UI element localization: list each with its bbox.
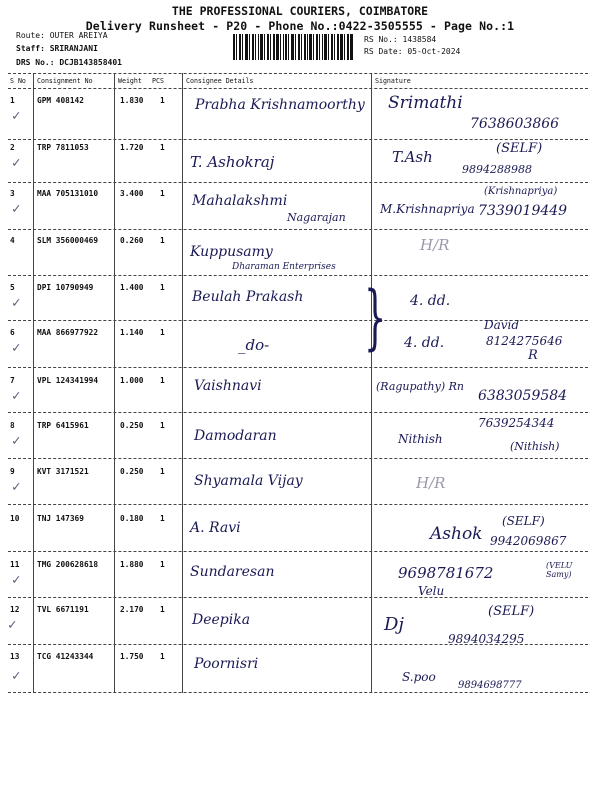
row-consignee: Damodaran bbox=[194, 428, 277, 444]
row-pcs: 1 bbox=[160, 560, 165, 569]
row-signature: T.Ash bbox=[392, 148, 433, 166]
barcode bbox=[233, 34, 353, 60]
check-mark-icon: ✓ bbox=[12, 295, 21, 311]
row-sno: 5 bbox=[10, 283, 15, 292]
row-signature: S.poo bbox=[402, 670, 436, 684]
check-mark-icon: ✓ bbox=[12, 108, 21, 124]
row-sno: 6 bbox=[10, 328, 15, 337]
drs-label: DRS No.: DCJB143858401 bbox=[16, 58, 122, 67]
row-pcs: 1 bbox=[160, 328, 165, 337]
row-pcs: 1 bbox=[160, 236, 165, 245]
row-sno: 4 bbox=[10, 236, 15, 245]
row-consignment-no: TNJ 147369 bbox=[37, 514, 84, 523]
row-rule bbox=[8, 139, 588, 140]
row-consignee: _do- bbox=[238, 336, 270, 354]
route-label: Route: OUTER AREIYA bbox=[16, 31, 108, 40]
row-consignment-no: DPI 10790949 bbox=[37, 283, 94, 292]
row-consignment-no: TVL 6671191 bbox=[37, 605, 89, 614]
col-header-consignment: Consignment No bbox=[37, 77, 93, 85]
row-phone: 9894698777 bbox=[458, 680, 522, 691]
row-signature: Srimathi bbox=[388, 93, 463, 113]
row-consignee: Poornisri bbox=[194, 656, 259, 672]
row-consignee: A. Ravi bbox=[190, 520, 241, 536]
column-divider bbox=[371, 73, 372, 693]
row-pcs: 1 bbox=[160, 514, 165, 523]
row-signature: 4. dd. bbox=[404, 335, 445, 351]
row-consignee: Sundaresan bbox=[190, 564, 275, 580]
row-consignment-no: TRP 7811053 bbox=[37, 143, 89, 152]
row-signature: H/R bbox=[416, 474, 446, 492]
row-phone: 9698781672 bbox=[398, 564, 494, 582]
row-weight: 0.250 bbox=[120, 421, 144, 430]
check-mark-icon: ✓ bbox=[12, 340, 21, 356]
check-mark-icon: ✓ bbox=[12, 201, 21, 217]
check-mark-icon: ✓ bbox=[8, 617, 17, 633]
row-note: (Nithish) bbox=[510, 440, 560, 453]
company-title: THE PROFESSIONAL COURIERS, COIMBATORE bbox=[171, 4, 429, 18]
row-sno: 12 bbox=[10, 605, 20, 614]
check-mark-icon: ✓ bbox=[12, 479, 21, 495]
row-weight: 0.180 bbox=[120, 514, 144, 523]
rs-number: RS No.: 1438584 bbox=[364, 35, 437, 44]
staff-label: Staff: SRIRANJANI bbox=[16, 44, 98, 53]
row-phone: 6383059584 bbox=[478, 388, 568, 404]
check-mark-icon: ✓ bbox=[12, 155, 21, 171]
row-phone: 7639254344 bbox=[478, 416, 555, 430]
row-consignee: T. Ashokraj bbox=[190, 153, 275, 171]
row-consignment-no: TRP 6415961 bbox=[37, 421, 89, 430]
row-phone: 7638603866 bbox=[470, 116, 560, 132]
row-sno: 11 bbox=[10, 560, 20, 569]
row-consignee: Mahalakshmi bbox=[192, 193, 288, 209]
row-rule bbox=[8, 275, 588, 276]
row-phone: 9894288988 bbox=[462, 163, 532, 176]
col-header-sno: S No bbox=[10, 77, 26, 85]
row-phone: 9942069867 bbox=[490, 534, 567, 548]
row-consignment-no: TCG 41243344 bbox=[37, 652, 94, 661]
row-weight: 0.260 bbox=[120, 236, 144, 245]
col-header-pcs: PCS bbox=[152, 77, 164, 85]
row-consignee: Deepika bbox=[192, 612, 251, 628]
row-rule bbox=[8, 229, 588, 230]
row-sno: 13 bbox=[10, 652, 20, 661]
row-rule bbox=[8, 551, 588, 552]
row-consignee: Shyamala Vijay bbox=[194, 473, 303, 489]
check-mark-icon: ✓ bbox=[12, 572, 21, 588]
row-signature: Dj bbox=[384, 614, 405, 635]
row-weight: 1.400 bbox=[120, 283, 144, 292]
row-weight: 1.000 bbox=[120, 376, 144, 385]
col-header-signature: Signature bbox=[375, 77, 411, 85]
row-consignment-no: MAA 866977922 bbox=[37, 328, 99, 337]
row-consignee: Kuppusamy bbox=[190, 244, 273, 260]
row-signature: Nithish bbox=[398, 432, 443, 446]
row-pcs: 1 bbox=[160, 189, 165, 198]
row-sno: 1 bbox=[10, 96, 15, 105]
check-mark-icon: ✓ bbox=[12, 668, 21, 684]
row-note: (SELF) bbox=[496, 141, 543, 156]
row-phone: 7339019449 bbox=[478, 203, 568, 219]
check-mark-icon: ✓ bbox=[12, 433, 21, 449]
row-note-secondary: R bbox=[528, 348, 538, 363]
row-weight: 1.880 bbox=[120, 560, 144, 569]
row-consignee-line2: Nagarajan bbox=[287, 211, 346, 224]
row-pcs: 1 bbox=[160, 467, 165, 476]
col-header-consignee: Consignee Details bbox=[186, 77, 254, 85]
row-consignment-no: VPL 124341994 bbox=[37, 376, 99, 385]
row-note: (VELU Samy) bbox=[546, 561, 573, 579]
row-consignee: Beulah Prakash bbox=[192, 289, 304, 305]
row-weight: 2.170 bbox=[120, 605, 144, 614]
row-rule bbox=[8, 412, 588, 413]
row-phone: 9894034295 bbox=[448, 632, 525, 646]
row-pcs: 1 bbox=[160, 143, 165, 152]
row-pcs: 1 bbox=[160, 96, 165, 105]
row-weight: 1.140 bbox=[120, 328, 144, 337]
row-weight: 1.830 bbox=[120, 96, 144, 105]
row-consignment-no: MAA 705131010 bbox=[37, 189, 99, 198]
row-consignment-no: GPM 408142 bbox=[37, 96, 84, 105]
row-rule bbox=[8, 367, 588, 368]
same-address-brace: } bbox=[364, 276, 387, 358]
row-note: David bbox=[484, 318, 520, 332]
check-mark-icon: ✓ bbox=[12, 388, 21, 404]
row-pcs: 1 bbox=[160, 421, 165, 430]
row-signature: (Ragupathy) Rn bbox=[376, 380, 464, 393]
row-signature: H/R bbox=[420, 236, 450, 254]
row-sno: 9 bbox=[10, 467, 15, 476]
row-consignee-line2: Dharaman Enterprises bbox=[232, 262, 336, 272]
row-rule bbox=[8, 692, 588, 693]
row-rule bbox=[8, 458, 588, 459]
row-sno: 2 bbox=[10, 143, 15, 152]
column-divider bbox=[114, 73, 115, 693]
row-consignment-no: KVT 3171521 bbox=[37, 467, 89, 476]
row-consignment-no: SLM 356000469 bbox=[37, 236, 99, 245]
row-weight: 0.250 bbox=[120, 467, 144, 476]
column-divider bbox=[33, 73, 34, 693]
row-rule bbox=[8, 504, 588, 505]
column-divider bbox=[182, 73, 183, 693]
row-weight: 1.750 bbox=[120, 652, 144, 661]
row-weight: 3.400 bbox=[120, 189, 144, 198]
row-note: (Krishnapriya) bbox=[484, 186, 558, 197]
row-consignee: Vaishnavi bbox=[194, 378, 262, 394]
row-signature: M.Krishnapriya bbox=[380, 202, 475, 216]
row-phone: 8124275646 bbox=[486, 334, 563, 348]
row-sno: 3 bbox=[10, 189, 15, 198]
row-signature: 4. dd. bbox=[410, 293, 451, 309]
table-top-rule bbox=[8, 73, 588, 74]
row-pcs: 1 bbox=[160, 605, 165, 614]
row-note: (SELF) bbox=[488, 604, 535, 619]
row-signature: Velu bbox=[418, 584, 445, 598]
row-pcs: 1 bbox=[160, 283, 165, 292]
row-sno: 7 bbox=[10, 376, 15, 385]
runsheet-title: Delivery Runsheet - P20 - Phone No.:0422-3505555 - Page No.:1 bbox=[85, 19, 515, 33]
row-note: (SELF) bbox=[502, 514, 545, 528]
row-consignee: Prabha Krishnamoorthy bbox=[195, 97, 365, 113]
table-header-rule bbox=[8, 88, 588, 89]
row-rule bbox=[8, 182, 588, 183]
col-header-weight: Weight bbox=[118, 77, 142, 85]
row-sno: 8 bbox=[10, 421, 15, 430]
row-consignment-no: TMG 200628618 bbox=[37, 560, 99, 569]
row-sno: 10 bbox=[10, 514, 20, 523]
row-pcs: 1 bbox=[160, 652, 165, 661]
row-weight: 1.720 bbox=[120, 143, 144, 152]
row-rule bbox=[8, 597, 588, 598]
row-signature: Ashok bbox=[430, 524, 483, 544]
rs-date: RS Date: 05-Oct-2024 bbox=[364, 47, 461, 56]
row-pcs: 1 bbox=[160, 376, 165, 385]
